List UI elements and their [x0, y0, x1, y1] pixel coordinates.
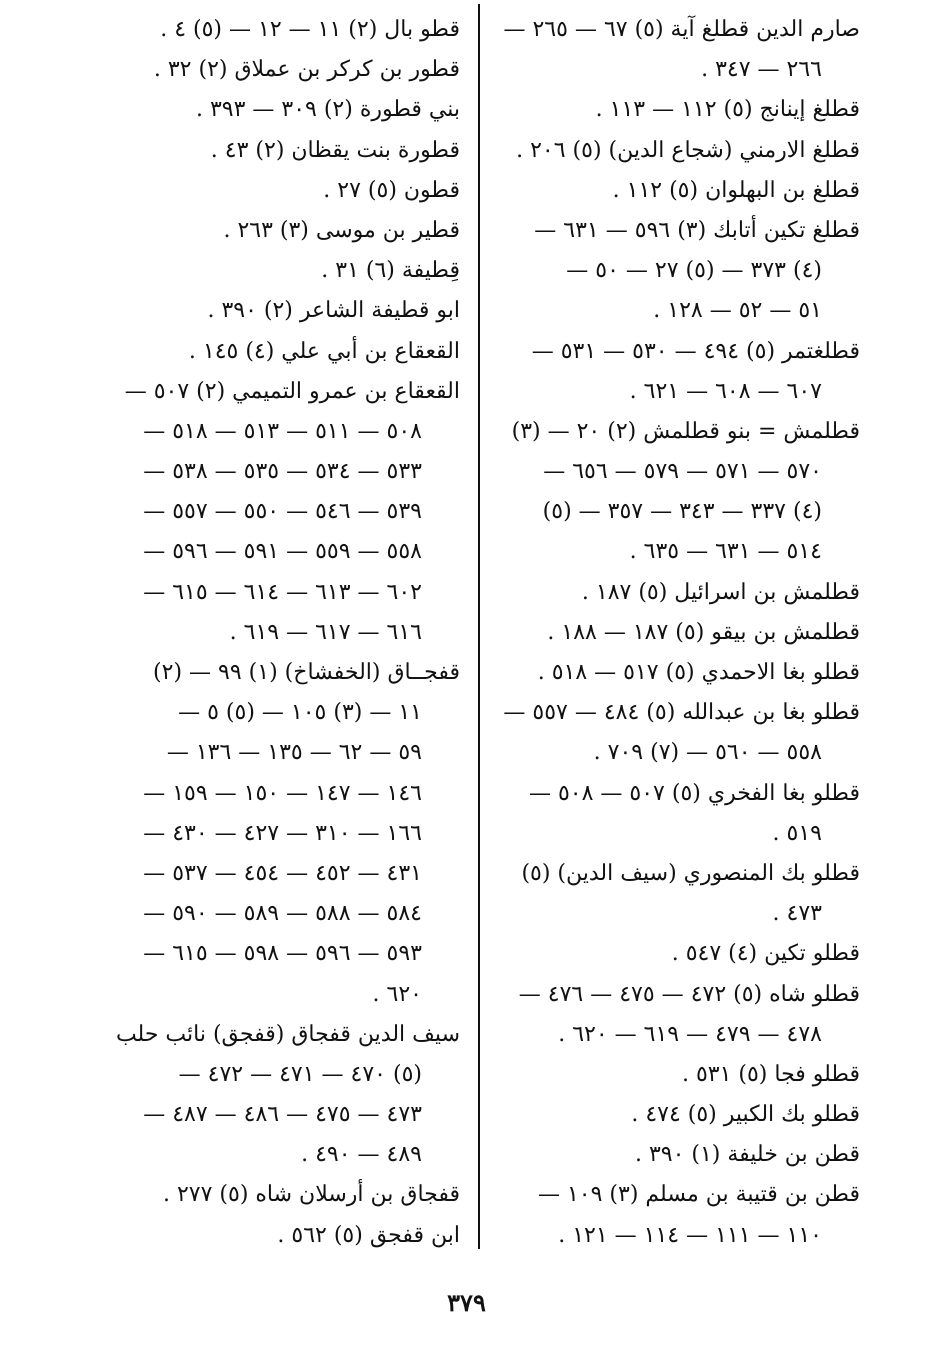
- right-column: [490, 10, 860, 1256]
- index-entry: قطلغ بن البهلوان (٥) ١١٢ .: [612, 177, 860, 203]
- index-entry: قطور بن كركر بن عملاق (٢) ٣٢ .: [153, 57, 460, 83]
- index-entry: قطلو تكين (٤) ٥٤٧ .: [671, 941, 860, 967]
- index-entry: قطورة بنت يقظان (٢) ٤٣ .: [210, 137, 460, 163]
- index-entry-continuation: (٤) ٣٧٣ — (٥) ٢٧ — ٥٠ —: [566, 258, 822, 284]
- left-column: [105, 10, 460, 1256]
- index-entry: قطلغ تكين أتابك (٣) ٥٩٦ — ٦٣١ —: [534, 217, 860, 243]
- index-entry-continuation: ٥٥٨ — ٥٥٩ — ٥٩١ — ٥٩٦ —: [143, 539, 422, 565]
- index-entry-continuation: ٢٦٦ — ٣٤٧ .: [701, 57, 822, 83]
- index-entry: قطو بال (٢) ١١ — ١٢ — (٥) ٤ .: [160, 17, 460, 42]
- index-entry: قطلمش بن اسرائيل (٥) ١٨٧ .: [581, 579, 860, 605]
- index-entry: قطن بن خليفة (١) ٣٩٠ .: [634, 1142, 860, 1168]
- index-entry: القعقاع بن أبي علي (٤) ١٤٥ .: [188, 338, 460, 364]
- index-entry: قطلمش بن بيقو (٥) ١٨٧ — ١٨٨ .: [547, 619, 860, 645]
- column-divider: [478, 4, 480, 1249]
- index-entry-continuation: ١١٠ — ١١١ — ١١٤ — ١٢١ .: [558, 1222, 822, 1248]
- index-entry-continuation: ٤٧٣ — ٤٧٥ — ٤٨٦ — ٤٨٧ —: [143, 1102, 422, 1128]
- index-entry-continuation: ٦٢٠ .: [372, 981, 422, 1007]
- index-entry: قطون (٥) ٢٧ .: [323, 177, 460, 203]
- index-entry-continuation: ٥٣٣ — ٥٣٤ — ٥٣٥ — ٥٣٨ —: [143, 459, 422, 485]
- index-entry-continuation: (٥) ٤٧٠ — ٤٧١ — ٤٧٢ —: [178, 1061, 422, 1087]
- page-number: ٣٧٩: [447, 1288, 486, 1317]
- index-entry-continuation: ٤٨٩ — ٤٩٠ .: [301, 1142, 422, 1168]
- index-entry-continuation: ٥١ — ٥٢ — ١٢٨ .: [653, 298, 822, 324]
- index-entry: قطلو شاه (٥) ٤٧٢ — ٤٧٥ — ٤٧٦ —: [518, 981, 860, 1007]
- index-entry: قفجــاق (الخفشاخ) (١) ٩٩ — (٢): [153, 660, 460, 685]
- index-entry: قطلغ إينانج (٥) ١١٢ — ١١٣ .: [595, 97, 860, 123]
- index-entry: القعقاع بن عمرو التميمي (٢) ٥٠٧ —: [124, 378, 460, 404]
- index-entry-continuation: ٥١٩ .: [772, 820, 822, 846]
- index-entry: قطلغتمر (٥) ٤٩٤ — ٥٣٠ — ٥٣١ —: [531, 338, 860, 364]
- index-entry: قطير بن موسى (٣) ٢٦٣ .: [223, 217, 460, 243]
- index-entry: ابو قطيفة الشاعر (٢) ٣٩٠ .: [207, 298, 460, 324]
- index-entry-continuation: ٥٠٨ — ٥١١ — ٥١٣ — ٥١٨ —: [143, 418, 422, 444]
- index-entry: ابن قفجق (٥) ٥٦٢ .: [277, 1222, 460, 1248]
- index-entry: بني قطورة (٢) ٣٠٩ — ٣٩٣ .: [195, 97, 460, 123]
- index-entry: قفجاق بن أرسلان شاه (٥) ٢٧٧ .: [162, 1182, 460, 1208]
- index-entry-continuation: ٦١٦ — ٦١٧ — ٦١٩ .: [229, 619, 422, 645]
- index-entry-continuation: ٤٧٣ .: [772, 901, 822, 927]
- index-entry: سيف الدين قفجاق (قفجق) نائب حلب: [115, 1021, 460, 1047]
- index-entry: قطن بن قتيبة بن مسلم (٣) ١٠٩ —: [537, 1182, 860, 1208]
- index-entry-continuation: ٥٩٣ — ٥٩٦ — ٥٩٨ — ٦١٥ —: [143, 941, 422, 967]
- index-entry-continuation: ٥٣٩ — ٥٤٦ — ٥٥٠ — ٥٥٧ —: [143, 499, 422, 525]
- index-entry-continuation: ١١ — (٣) ١٠٥ — (٥) ٥ —: [178, 700, 422, 726]
- index-entry-continuation: ٤٣١ — ٤٥٢ — ٤٥٤ — ٥٣٧ —: [143, 860, 422, 886]
- index-entry-continuation: ٥٩ — ٦٢ — ١٣٥ — ١٣٦ —: [166, 740, 422, 766]
- index-entry: قطلغ الارمني (شجاع الدين) (٥) ٢٠٦ .: [516, 137, 860, 163]
- index-entry-continuation: ٦٠٧ — ٦٠٨ — ٦٢١ .: [629, 378, 822, 404]
- index-entry-continuation: ٦٠٢ — ٦١٣ — ٦١٤ — ٦١٥ —: [143, 579, 422, 605]
- index-entry-continuation: ١٤٦ — ١٤٧ — ١٥٠ — ١٥٩ —: [143, 780, 422, 806]
- index-entry: قطلو بغا بن عبدالله (٥) ٤٨٤ — ٥٥٧ —: [503, 700, 860, 726]
- index-entry-continuation: ١٦٦ — ٣١٠ — ٤٢٧ — ٤٣٠ —: [143, 820, 422, 846]
- index-entry-continuation: ٤٧٨ — ٤٧٩ — ٦١٩ — ٦٢٠ .: [558, 1021, 822, 1047]
- index-entry-continuation: ٥٧٠ — ٥٧١ — ٥٧٩ — ٦٥٦ —: [543, 459, 822, 485]
- index-entry-continuation: (٤) ٣٣٧ — ٣٤٣ — ٣٥٧ — (٥): [542, 499, 822, 525]
- index-entry-continuation: ٥٨٤ — ٥٨٨ — ٥٨٩ — ٥٩٠ —: [143, 901, 422, 927]
- index-entry: صارم الدين قطلغ آية (٥) ٦٧ — ٢٦٥ —: [503, 17, 860, 42]
- index-entry: قِطيفة (٦) ٣١ .: [321, 258, 460, 284]
- index-entry-continuation: ٥٥٨ — ٥٦٠ — (٧) ٧٠٩ .: [593, 740, 822, 766]
- index-entry-continuation: ٥١٤ — ٦٣١ — ٦٣٥ .: [629, 539, 822, 565]
- index-entry: قطلمش = بنو قطلمش (٢) ٢٠ — (٣): [511, 418, 860, 444]
- index-entry: قطلو فجا (٥) ٥٣١ .: [681, 1061, 860, 1087]
- index-entry: قطلو بغا الفخري (٥) ٥٠٧ — ٥٠٨ —: [528, 780, 860, 806]
- index-entry: قطلو بك المنصوري (سيف الدين) (٥): [521, 860, 860, 886]
- index-entry: قطلو بك الكبير (٥) ٤٧٤ .: [631, 1102, 860, 1128]
- index-entry: قطلو بغا الاحمدي (٥) ٥١٧ — ٥١٨ .: [537, 660, 860, 685]
